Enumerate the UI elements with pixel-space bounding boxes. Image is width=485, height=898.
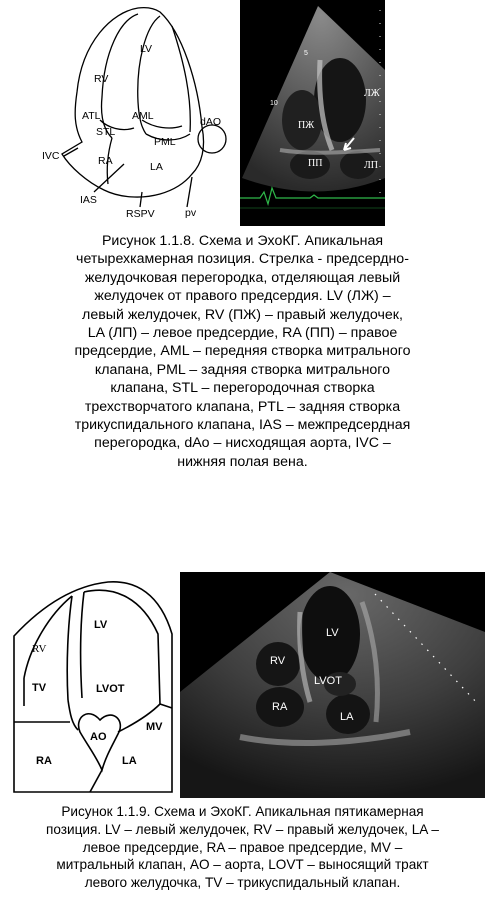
scheme-label-pml: PML <box>154 136 176 148</box>
caption-line: левое предсердие, RA – правое предсердие, MV – <box>82 839 403 855</box>
scheme-label-rspv: RSPV <box>126 208 155 220</box>
scheme-label-dao: dAO <box>200 116 222 128</box>
caption-line: предсердие, AML – передняя створка митрального <box>74 343 411 360</box>
scheme2-label-rv: RV <box>32 643 47 655</box>
four-chamber-scheme <box>42 2 238 228</box>
echo2-label-rv: RV <box>270 655 286 667</box>
scheme-label-atl: ATL <box>82 110 101 122</box>
scheme-label-ivc: IVC <box>42 150 60 162</box>
scheme-label-rv: RV <box>94 73 109 85</box>
scheme-label-stl: STL <box>96 126 116 138</box>
depth-marker-10: 10 <box>270 100 278 107</box>
echo2-label-lv: LV <box>326 627 339 639</box>
caption-line: четырехкамерная позиция. Стрелка - предсердно- <box>76 251 409 268</box>
caption-line: левого желудочка, TV – трикуспидальный клапан. <box>84 875 401 891</box>
echo-label-pp: ПП <box>308 158 323 169</box>
caption-line: желудочковая перегородка, отделяющая левый <box>84 269 401 286</box>
scheme2-label-mv: MV <box>146 721 163 733</box>
scheme-label-aml: AML <box>132 110 154 122</box>
caption-line: клапана, PML – задняя створка митрального <box>94 361 391 378</box>
caption-line: Рисунок 1.1.8. Схема и ЭхоКГ. Апикальная <box>101 233 384 249</box>
scheme2-label-tv: TV <box>32 682 47 694</box>
scheme-label-lv: LV <box>140 43 153 55</box>
scheme2-label-ra: RA <box>36 755 52 767</box>
scheme-label-ias: IAS <box>80 194 97 206</box>
caption-line: LA (ЛП) – левое предсердие, RA (ПП) – правое <box>87 325 398 342</box>
caption-line: нижняя полая вена. <box>177 453 308 470</box>
echo2-label-la: LA <box>340 711 354 723</box>
caption-line: желудочек от правого предсердия. LV (ЛЖ) – <box>94 288 391 305</box>
scheme2-label-lvot: LVOT <box>96 683 125 695</box>
caption-line: Рисунок 1.1.9. Схема и ЭхоКГ. Апикальная пятикамерная <box>61 804 424 819</box>
scheme-label-la: LA <box>150 161 163 173</box>
echo-label-lzh: ЛЖ <box>364 88 380 99</box>
four-chamber-echo-image <box>240 0 385 226</box>
figure-2-caption <box>0 803 485 892</box>
caption-line: левый желудочек, RV (ПЖ) – правый желудочек, <box>82 306 403 323</box>
five-chamber-echo-image <box>180 572 485 798</box>
scheme-label-pv: pv <box>185 207 197 219</box>
scheme2-label-ao: AO <box>90 731 107 743</box>
figure-1-caption <box>0 232 485 471</box>
caption-line: трикуспидального клапана, IAS – межпредсердная <box>74 417 411 434</box>
echo-label-pzh: ПЖ <box>298 120 315 131</box>
scheme2-label-lv: LV <box>94 619 108 631</box>
caption-line: клапана, STL – перегородочная створка <box>110 380 375 397</box>
scheme2-label-la: LA <box>122 755 137 767</box>
caption-line: трехстворчатого клапана, PTL – задняя створка <box>84 398 401 415</box>
echo-label-lp: ЛП <box>364 160 379 171</box>
caption-line: митральный клапан, AO – аорта, LOVT – выносящий тракт <box>56 857 429 873</box>
depth-marker-5: 5 <box>304 50 308 57</box>
echo2-label-ra: RA <box>272 701 288 713</box>
caption-line: позиция. LV – левый желудочек, RV – правый желудочек, LA – <box>46 821 439 837</box>
scheme-label-ra: RA <box>98 155 113 167</box>
five-chamber-scheme <box>10 574 178 796</box>
echo2-label-lvot: LVOT <box>314 675 342 687</box>
caption-line: перегородка, dAo – нисходящая аорта, IVC – <box>94 435 391 452</box>
